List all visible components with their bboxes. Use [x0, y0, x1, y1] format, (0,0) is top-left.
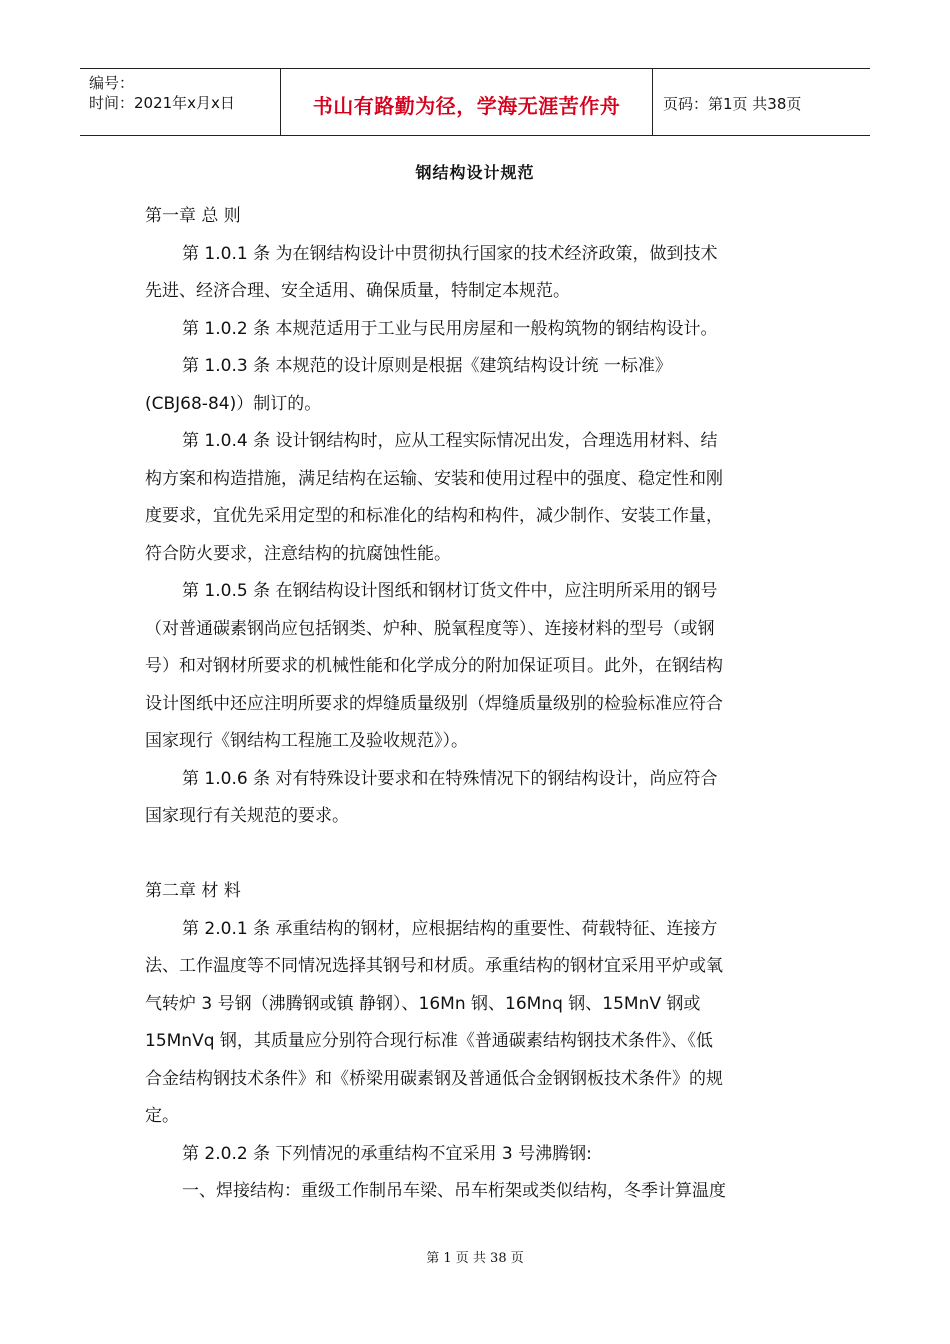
- body-line: 设计图纸中还应注明所要求的焊缝质量级别（焊缝质量级别的检验标准应符合: [145, 693, 723, 714]
- body-line: 法、工作温度等不同情况选择其钢号和材质。承重结构的钢材宜采用平炉或氧: [145, 956, 723, 976]
- page-header: [80, 68, 870, 136]
- body-line: （对普通碳素钢尚应包括钢类、炉种、脱氧程度等）、连接材料的型号（或钢: [145, 618, 715, 639]
- chapter-heading: 第一章 总 则: [145, 206, 241, 226]
- body-line: 第 1.0.1 条 为在钢结构设计中贯彻执行国家的技术经济政策，做到技术: [182, 243, 718, 264]
- document-number-label: 编号：: [89, 74, 135, 92]
- body-line: 第 1.0.4 条 设计钢结构时，应从工程实际情况出发，合理选用材料、结: [182, 431, 718, 451]
- body-line: 号）和对钢材所要求的机械性能和化学成分的附加保证项目。此外，在钢结构: [145, 656, 723, 676]
- body-line: 合金结构钢技术条件》和《桥梁用碳素钢及普通低合金钢钢板技术条件》的规: [145, 1068, 723, 1089]
- document-body: [145, 198, 805, 1211]
- body-line: 15MnVq 钢，其质量应分别符合现行标准《普通碳素结构钢技术条件》、《低: [145, 1031, 713, 1051]
- body-line: 第 1.0.6 条 对有特殊设计要求和在特殊情况下的钢结构设计，尚应符合: [182, 768, 718, 789]
- header-motto-cell: [281, 69, 653, 135]
- body-line: 国家现行有关规范的要求。: [145, 806, 349, 826]
- body-line: 构方案和构造措施，满足结构在运输、安装和使用过程中的强度、稳定性和刚: [145, 468, 723, 489]
- document-time-label: 时间：2021年x月x日: [89, 94, 235, 112]
- body-line: 第 1.0.3 条 本规范的设计原则是根据《建筑结构设计统 一标准》: [182, 356, 672, 376]
- body-line: 符合防火要求，注意结构的抗腐蚀性能。: [145, 543, 451, 564]
- header-meta: [80, 69, 281, 135]
- chapter-heading: 第二章 材 料: [145, 881, 241, 901]
- body-line: 度要求，宜优先采用定型的和标准化的结构和构件，减少制作、安装工作量，: [145, 506, 723, 526]
- body-line: 一、焊接结构：重级工作制吊车梁、吊车桁架或类似结构，冬季计算温度: [182, 1181, 726, 1201]
- body-line: 第 2.0.2 条 下列情况的承重结构不宜采用 3 号沸腾钢:: [182, 1143, 592, 1164]
- body-line: (CBJ68-84)）制订的。: [145, 393, 322, 414]
- body-line: 气转炉 3 号钢（沸腾钢或镇 静钢）、16Mn 钢、16Mnq 钢、15MnV 钢或: [145, 993, 701, 1014]
- document-title: 钢结构设计规范: [415, 163, 535, 182]
- body-line: 第 1.0.2 条 本规范适用于工业与民用房屋和一般构筑物的钢结构设计。: [182, 318, 718, 339]
- page-footer: 第 1 页 共 38 页: [426, 1251, 524, 1266]
- body-line: 国家现行《钢结构工程施工及验收规范》）。: [145, 731, 468, 751]
- body-line: 第 1.0.5 条 在钢结构设计图纸和钢材订货文件中，应注明所采用的钢号: [182, 581, 718, 601]
- header-motto: 书山有路勤为径，学海无涯苦作舟: [312, 93, 621, 118]
- blank-line: [145, 836, 805, 874]
- body-line: 定。: [145, 1106, 179, 1126]
- body-line: 先进、经济合理、安全适用、确保质量，特制定本规范。: [145, 281, 570, 301]
- body-line: 第 2.0.1 条 承重结构的钢材，应根据结构的重要性、荷载特征、连接方: [182, 918, 718, 939]
- header-page-info: 页码：第1页 共38页: [663, 94, 802, 113]
